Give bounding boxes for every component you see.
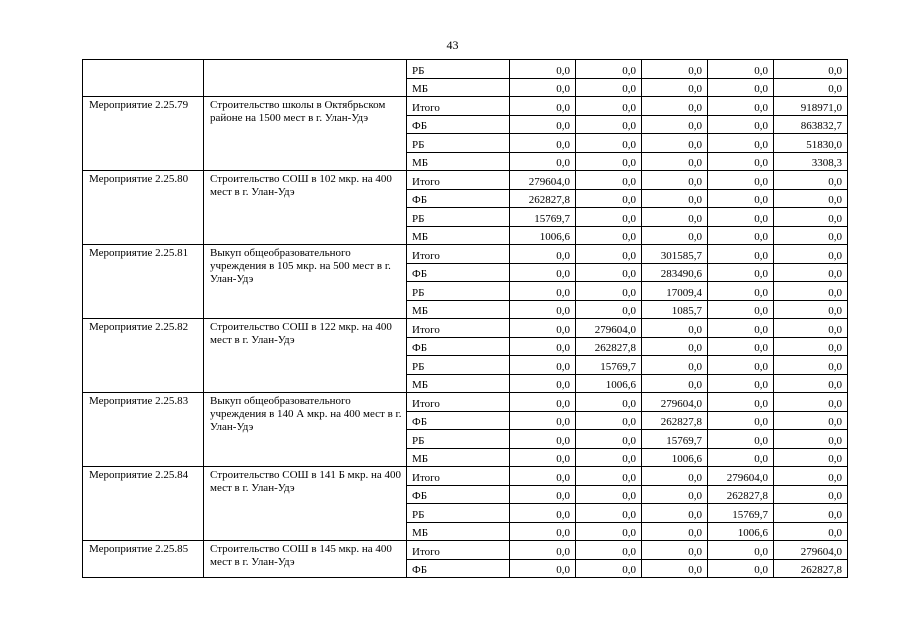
amount-cell: 262827,8 xyxy=(510,189,576,208)
amount-cell: 0,0 xyxy=(510,356,576,375)
funding-source-cell: МБ xyxy=(407,374,510,393)
amount-cell: 0,0 xyxy=(576,504,642,523)
amount-cell: 0,0 xyxy=(774,78,848,97)
measure-code-cell: Мероприятие 2.25.85 xyxy=(83,541,204,578)
amount-cell: 863832,7 xyxy=(774,115,848,134)
amount-cell: 283490,6 xyxy=(642,263,708,282)
amount-cell: 0,0 xyxy=(774,430,848,449)
budget-table xyxy=(82,59,848,578)
funding-source-cell: ФБ xyxy=(407,263,510,282)
amount-cell: 0,0 xyxy=(642,337,708,356)
amount-cell: 0,0 xyxy=(708,559,774,578)
amount-cell: 0,0 xyxy=(774,171,848,190)
amount-cell: 0,0 xyxy=(774,356,848,375)
amount-cell: 0,0 xyxy=(576,522,642,541)
amount-cell: 0,0 xyxy=(576,485,642,504)
amount-cell: 279604,0 xyxy=(576,319,642,338)
amount-cell: 15769,7 xyxy=(708,504,774,523)
amount-cell: 17009,4 xyxy=(642,282,708,301)
table-row xyxy=(83,467,848,486)
amount-cell: 0,0 xyxy=(642,171,708,190)
amount-cell: 0,0 xyxy=(510,430,576,449)
amount-cell: 279604,0 xyxy=(510,171,576,190)
amount-cell: 0,0 xyxy=(510,282,576,301)
amount-cell: 0,0 xyxy=(774,60,848,79)
amount-cell: 0,0 xyxy=(576,541,642,560)
amount-cell: 0,0 xyxy=(774,393,848,412)
amount-cell: 0,0 xyxy=(510,559,576,578)
measure-code-cell: Мероприятие 2.25.82 xyxy=(83,319,204,393)
amount-cell: 0,0 xyxy=(708,430,774,449)
amount-cell: 279604,0 xyxy=(774,541,848,560)
amount-cell: 0,0 xyxy=(576,282,642,301)
funding-source-cell: РБ xyxy=(407,356,510,375)
amount-cell: 0,0 xyxy=(708,245,774,264)
funding-source-cell: ФБ xyxy=(407,559,510,578)
amount-cell: 0,0 xyxy=(576,208,642,227)
measure-name-cell: Строительство СОШ в 145 мкр. на 400 мест в г. Улан-Удэ xyxy=(204,541,407,578)
table-row xyxy=(83,319,848,338)
amount-cell: 0,0 xyxy=(774,411,848,430)
amount-cell: 0,0 xyxy=(708,319,774,338)
measure-code-cell: Мероприятие 2.25.81 xyxy=(83,245,204,319)
funding-source-cell: РБ xyxy=(407,504,510,523)
page-number: 43 xyxy=(446,38,459,52)
amount-cell: 301585,7 xyxy=(642,245,708,264)
amount-cell: 0,0 xyxy=(510,263,576,282)
amount-cell: 0,0 xyxy=(708,374,774,393)
amount-cell: 0,0 xyxy=(774,522,848,541)
measure-name-cell: Выкуп общеобразовательного учреждения в 105 мкр. на 500 мест в г. Улан-Удэ xyxy=(204,245,407,319)
amount-cell: 0,0 xyxy=(642,134,708,153)
amount-cell: 0,0 xyxy=(774,504,848,523)
amount-cell: 0,0 xyxy=(708,97,774,116)
funding-source-cell: Итого xyxy=(407,467,510,486)
funding-source-cell: МБ xyxy=(407,522,510,541)
amount-cell: 1006,6 xyxy=(576,374,642,393)
amount-cell: 0,0 xyxy=(510,393,576,412)
amount-cell: 0,0 xyxy=(708,282,774,301)
amount-cell: 0,0 xyxy=(510,245,576,264)
amount-cell: 51830,0 xyxy=(774,134,848,153)
amount-cell: 0,0 xyxy=(708,208,774,227)
amount-cell: 0,0 xyxy=(774,337,848,356)
amount-cell: 0,0 xyxy=(774,448,848,467)
amount-cell: 0,0 xyxy=(642,374,708,393)
amount-cell: 0,0 xyxy=(642,60,708,79)
amount-cell: 0,0 xyxy=(774,467,848,486)
amount-cell: 0,0 xyxy=(774,245,848,264)
amount-cell: 918971,0 xyxy=(774,97,848,116)
amount-cell: 15769,7 xyxy=(576,356,642,375)
amount-cell: 0,0 xyxy=(510,448,576,467)
funding-source-cell: МБ xyxy=(407,78,510,97)
funding-source-cell: МБ xyxy=(407,226,510,245)
amount-cell: 0,0 xyxy=(576,97,642,116)
amount-cell: 0,0 xyxy=(708,152,774,171)
amount-cell: 1085,7 xyxy=(642,300,708,319)
funding-source-cell: ФБ xyxy=(407,189,510,208)
table-row xyxy=(83,541,848,560)
amount-cell: 0,0 xyxy=(576,152,642,171)
amount-cell: 0,0 xyxy=(642,541,708,560)
table-row xyxy=(83,97,848,116)
funding-source-cell: ФБ xyxy=(407,411,510,430)
amount-cell: 0,0 xyxy=(576,559,642,578)
amount-cell: 279604,0 xyxy=(708,467,774,486)
amount-cell: 0,0 xyxy=(708,356,774,375)
amount-cell: 0,0 xyxy=(576,226,642,245)
amount-cell: 15769,7 xyxy=(642,430,708,449)
amount-cell: 0,0 xyxy=(576,189,642,208)
funding-source-cell: МБ xyxy=(407,152,510,171)
funding-source-cell: ФБ xyxy=(407,337,510,356)
funding-source-cell: ФБ xyxy=(407,115,510,134)
amount-cell: 0,0 xyxy=(642,485,708,504)
amount-cell: 0,0 xyxy=(510,97,576,116)
amount-cell: 0,0 xyxy=(774,263,848,282)
amount-cell: 0,0 xyxy=(774,282,848,301)
funding-source-cell: РБ xyxy=(407,208,510,227)
amount-cell: 0,0 xyxy=(510,504,576,523)
amount-cell: 0,0 xyxy=(708,337,774,356)
amount-cell: 0,0 xyxy=(708,115,774,134)
funding-source-cell: Итого xyxy=(407,393,510,412)
measure-code-cell: Мероприятие 2.25.84 xyxy=(83,467,204,541)
amount-cell: 0,0 xyxy=(510,467,576,486)
amount-cell: 0,0 xyxy=(642,78,708,97)
amount-cell: 0,0 xyxy=(774,485,848,504)
funding-source-cell: РБ xyxy=(407,282,510,301)
amount-cell: 0,0 xyxy=(510,411,576,430)
amount-cell: 0,0 xyxy=(576,245,642,264)
amount-cell: 15769,7 xyxy=(510,208,576,227)
amount-cell: 0,0 xyxy=(708,263,774,282)
table-row xyxy=(83,171,848,190)
table-row xyxy=(83,393,848,412)
amount-cell: 0,0 xyxy=(576,134,642,153)
measure-name-cell: Строительство школы в Октябрьском районе на 1500 мест в г. Улан-Удэ xyxy=(204,97,407,171)
amount-cell: 262827,8 xyxy=(708,485,774,504)
amount-cell: 0,0 xyxy=(708,411,774,430)
table-row xyxy=(83,245,848,264)
amount-cell: 0,0 xyxy=(510,319,576,338)
amount-cell: 3308,3 xyxy=(774,152,848,171)
amount-cell: 0,0 xyxy=(642,467,708,486)
amount-cell: 0,0 xyxy=(576,411,642,430)
amount-cell: 0,0 xyxy=(576,467,642,486)
funding-source-cell: РБ xyxy=(407,60,510,79)
amount-cell: 0,0 xyxy=(708,189,774,208)
amount-cell: 0,0 xyxy=(642,226,708,245)
amount-cell: 0,0 xyxy=(642,522,708,541)
amount-cell: 0,0 xyxy=(708,448,774,467)
amount-cell: 0,0 xyxy=(510,485,576,504)
amount-cell: 0,0 xyxy=(708,134,774,153)
amount-cell: 0,0 xyxy=(510,60,576,79)
amount-cell: 1006,6 xyxy=(642,448,708,467)
measure-name-cell: Строительство СОШ в 102 мкр. на 400 мест в г. Улан-Удэ xyxy=(204,171,407,245)
amount-cell: 0,0 xyxy=(576,115,642,134)
amount-cell: 0,0 xyxy=(642,115,708,134)
amount-cell: 0,0 xyxy=(510,541,576,560)
amount-cell: 0,0 xyxy=(510,337,576,356)
funding-source-cell: Итого xyxy=(407,171,510,190)
funding-source-cell: Итого xyxy=(407,541,510,560)
amount-cell: 0,0 xyxy=(774,208,848,227)
amount-cell: 0,0 xyxy=(642,559,708,578)
amount-cell: 0,0 xyxy=(642,152,708,171)
amount-cell: 0,0 xyxy=(576,300,642,319)
amount-cell: 279604,0 xyxy=(642,393,708,412)
amount-cell: 1006,6 xyxy=(708,522,774,541)
amount-cell: 0,0 xyxy=(774,319,848,338)
measure-name-cell: Строительство СОШ в 122 мкр. на 400 мест в г. Улан-Удэ xyxy=(204,319,407,393)
amount-cell: 0,0 xyxy=(510,78,576,97)
measure-name-cell: Строительство СОШ в 141 Б мкр. на 400 мест в г. Улан-Удэ xyxy=(204,467,407,541)
amount-cell: 0,0 xyxy=(708,300,774,319)
amount-cell: 0,0 xyxy=(774,300,848,319)
amount-cell: 262827,8 xyxy=(576,337,642,356)
measure-code-cell xyxy=(83,60,204,97)
funding-source-cell: МБ xyxy=(407,300,510,319)
amount-cell: 262827,8 xyxy=(642,411,708,430)
amount-cell: 0,0 xyxy=(510,300,576,319)
amount-cell: 0,0 xyxy=(510,374,576,393)
amount-cell: 0,0 xyxy=(774,374,848,393)
amount-cell: 0,0 xyxy=(510,152,576,171)
measure-code-cell: Мероприятие 2.25.79 xyxy=(83,97,204,171)
amount-cell: 0,0 xyxy=(576,78,642,97)
amount-cell: 0,0 xyxy=(708,226,774,245)
measure-name-cell xyxy=(204,60,407,97)
table-row xyxy=(83,60,848,79)
amount-cell: 0,0 xyxy=(642,189,708,208)
amount-cell: 0,0 xyxy=(576,393,642,412)
measure-code-cell: Мероприятие 2.25.80 xyxy=(83,171,204,245)
measure-name-cell: Выкуп общеобразовательного учреждения в 140 А мкр. на 400 мест в г. Улан-Удэ xyxy=(204,393,407,467)
funding-source-cell: РБ xyxy=(407,134,510,153)
amount-cell: 0,0 xyxy=(708,171,774,190)
measure-code-cell: Мероприятие 2.25.83 xyxy=(83,393,204,467)
amount-cell: 0,0 xyxy=(774,226,848,245)
amount-cell: 0,0 xyxy=(576,430,642,449)
amount-cell: 0,0 xyxy=(774,189,848,208)
amount-cell: 0,0 xyxy=(576,448,642,467)
funding-source-cell: РБ xyxy=(407,430,510,449)
amount-cell: 0,0 xyxy=(708,60,774,79)
funding-source-cell: Итого xyxy=(407,245,510,264)
amount-cell: 0,0 xyxy=(510,522,576,541)
amount-cell: 0,0 xyxy=(708,393,774,412)
amount-cell: 0,0 xyxy=(576,171,642,190)
amount-cell: 0,0 xyxy=(642,356,708,375)
amount-cell: 0,0 xyxy=(642,504,708,523)
amount-cell: 0,0 xyxy=(708,541,774,560)
funding-source-cell: Итого xyxy=(407,97,510,116)
funding-source-cell: ФБ xyxy=(407,485,510,504)
amount-cell: 0,0 xyxy=(510,115,576,134)
amount-cell: 1006,6 xyxy=(510,226,576,245)
amount-cell: 0,0 xyxy=(642,97,708,116)
amount-cell: 0,0 xyxy=(642,208,708,227)
amount-cell: 262827,8 xyxy=(774,559,848,578)
amount-cell: 0,0 xyxy=(642,319,708,338)
amount-cell: 0,0 xyxy=(576,60,642,79)
amount-cell: 0,0 xyxy=(708,78,774,97)
amount-cell: 0,0 xyxy=(510,134,576,153)
funding-source-cell: Итого xyxy=(407,319,510,338)
funding-source-cell: МБ xyxy=(407,448,510,467)
amount-cell: 0,0 xyxy=(576,263,642,282)
